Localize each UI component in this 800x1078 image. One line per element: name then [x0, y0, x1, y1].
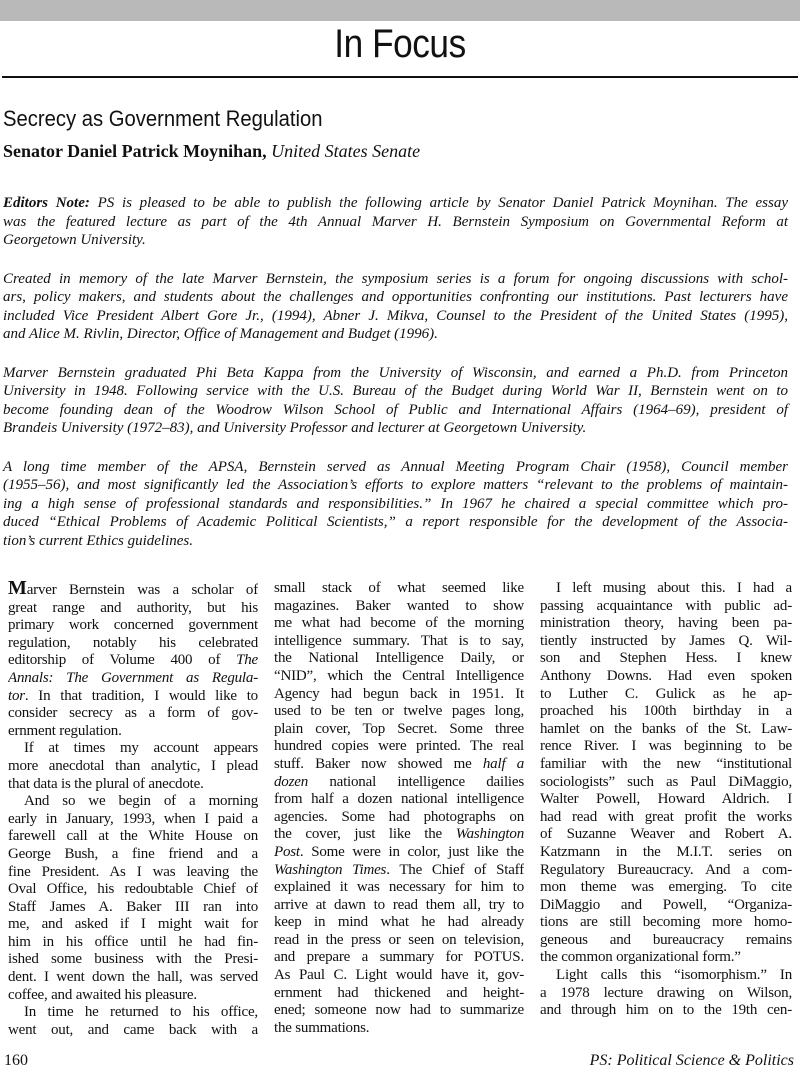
text-run: plain cover, Top Secret. Some three	[274, 720, 524, 737]
text-line	[8, 776, 258, 794]
text-line	[540, 668, 792, 686]
text-run: included Vice President Albert Gore Jr., (1994), Abner J. Mikva, Counsel to the President of the United States (1995),	[3, 307, 788, 324]
text-run: tion’s current Ethics guidelines.	[3, 532, 193, 549]
text-line	[3, 194, 788, 213]
header-rule	[2, 76, 798, 78]
text-run: arrive at dawn to read them all, try to	[274, 896, 524, 913]
text-run: keep in mind what he had already	[274, 914, 524, 931]
text-run: George Bush, a fine friend and a	[8, 845, 258, 862]
text-run: “NID”, which the Central Intelligence	[274, 667, 524, 684]
text-run: rence River. I was beginning to be	[540, 738, 792, 755]
text-line	[8, 723, 258, 741]
text-line	[274, 826, 524, 844]
text-line	[540, 967, 792, 985]
text-line	[540, 862, 792, 880]
text-line	[540, 1002, 792, 1020]
text-line	[8, 758, 258, 776]
text-line	[8, 864, 258, 882]
text-line	[3, 364, 788, 383]
text-line	[3, 288, 788, 307]
text-run: great range and authority, but his	[8, 599, 258, 616]
text-run: tiently instructed by James Q. Wil-	[540, 632, 792, 649]
text-run: ernment regulation.	[8, 722, 122, 739]
text-line	[274, 862, 524, 880]
intro-paragraph	[3, 458, 788, 551]
text-run: to Luther C. Gulick as he ap-	[540, 685, 792, 702]
intro-paragraph	[3, 364, 788, 438]
intro-paragraph	[3, 270, 788, 344]
text-line	[274, 650, 524, 668]
text-line	[3, 419, 788, 438]
italic-run: Post	[274, 843, 300, 860]
text-run: son and Stephen Hess. I knew	[540, 650, 792, 667]
text-line	[540, 791, 792, 809]
article-title: Secrecy as Government Regulation	[3, 106, 323, 131]
text-line	[8, 846, 258, 864]
text-line	[274, 633, 524, 651]
text-line	[3, 270, 788, 289]
text-line	[8, 670, 258, 688]
text-run: Light calls this “isomorphism.” In	[556, 967, 792, 984]
text-line	[8, 793, 258, 811]
author-name: Senator Daniel Patrick Moynihan,	[3, 141, 267, 161]
text-run: Brandeis University (1972–83), and University Professor and lecturer at Georgetown University.	[3, 420, 587, 436]
text-run: coffee, and awaited his pleasure.	[8, 986, 197, 1003]
text-line	[274, 967, 524, 985]
text-line	[8, 987, 258, 1005]
text-line	[274, 914, 524, 932]
text-run: PS is pleased to be able to publish the following article by Senator Daniel Patrick Moynihan. The essay	[97, 195, 788, 211]
text-line	[3, 231, 788, 250]
text-run: Staff James A. Baker III ran into	[8, 898, 258, 915]
text-run: me, and asked if I might wait for	[8, 916, 258, 933]
text-line	[540, 650, 792, 668]
text-run: ished some business with the Presi-	[8, 951, 258, 968]
text-line	[274, 615, 524, 633]
text-line	[274, 791, 524, 809]
text-line	[3, 401, 788, 420]
text-run: Regulatory Bureaucracy. And a com-	[540, 861, 792, 878]
text-line	[274, 756, 524, 774]
text-line	[540, 985, 792, 1003]
text-line	[274, 949, 524, 967]
text-run: passing acquaintance with public ad-	[540, 597, 792, 614]
text-line	[8, 916, 258, 934]
text-line	[3, 382, 788, 401]
italic-run: dozen	[274, 773, 308, 790]
text-line	[3, 495, 788, 514]
section-heading: In Focus	[334, 22, 466, 66]
text-run: familiar with the new “institutional	[540, 755, 792, 772]
text-line	[540, 774, 792, 792]
text-line	[274, 932, 524, 950]
text-run: me what had become of the morning	[274, 615, 524, 632]
intro-paragraph	[3, 194, 788, 250]
italic-run: Annals: The Government as Regula-	[8, 669, 258, 686]
text-line	[8, 580, 258, 600]
text-line	[3, 513, 788, 532]
body-column-3	[540, 580, 792, 1020]
text-run: In time he returned to his office,	[24, 1004, 258, 1021]
text-run: ministration theory, having been pa-	[540, 615, 792, 632]
text-line	[8, 652, 258, 670]
text-run: tions are still becoming more homo-	[540, 914, 792, 931]
text-run: mon theme was emerging. To cite	[540, 879, 792, 896]
italic-run: Washington Times	[274, 861, 387, 878]
text-run: magazines. Baker wanted to show	[274, 597, 524, 614]
text-run: was the featured lecture as part of the 4th Annual Marver H. Bernstein Symposium on Governmental Reform at	[3, 213, 788, 230]
text-run: agencies. Some had photographs on	[274, 808, 524, 825]
text-run: Walter Powell, Howard Aldrich. I	[540, 791, 792, 808]
text-line	[8, 811, 258, 829]
text-run: A long time member of the APSA, Bernstein served as Annual Meeting Program Chair (1958), Council member	[3, 458, 788, 475]
text-run: . In that tradition, I would like to	[24, 687, 258, 704]
text-run: Agency had begun back in 1951. It	[274, 685, 524, 702]
text-line	[540, 633, 792, 651]
text-run: become founding dean of the Woodrow Wilson School of Public and International Affairs (1964–69), president of	[3, 401, 788, 418]
page-number: 160	[4, 1052, 28, 1069]
text-line	[8, 899, 258, 917]
text-line	[274, 844, 524, 862]
text-line	[540, 844, 792, 862]
text-line	[8, 740, 258, 758]
text-run: ars, policy makers, and students about the challenges and opportunities confronting our institutions. Past lecturers have	[3, 289, 788, 305]
author-affiliation: United States Senate	[271, 141, 421, 161]
text-line	[540, 615, 792, 633]
text-run: Created in memory of the late Marver Bernstein, the symposium series is a forum for ongoing discussions with schol-	[3, 270, 788, 287]
text-run: and prepare a summary for POTUS.	[274, 949, 524, 966]
text-run: from half a dozen national intelligence	[274, 791, 524, 808]
text-run: read in the press or seen on television,	[274, 931, 524, 948]
text-line	[274, 668, 524, 686]
body-column-1	[8, 580, 258, 1039]
text-run: Marver Bernstein graduated Phi Beta Kappa from the University of Wisconsin, and earned a Ph.D. from Princeton	[3, 364, 788, 381]
text-run: national intelligence dailies	[308, 773, 524, 790]
text-line	[540, 756, 792, 774]
text-line	[8, 828, 258, 846]
journal-name: PS: Political Science & Politics	[589, 1052, 794, 1069]
text-run: stuff. Baker now showed me	[274, 755, 483, 772]
text-line	[274, 703, 524, 721]
text-run: the summations.	[274, 1019, 370, 1036]
text-run: fine President. As I was leaving the	[8, 863, 258, 880]
text-run: Anthony Downs. Had even spoken	[540, 667, 792, 684]
text-line	[3, 307, 788, 326]
text-run: intelligence summary. That is to say,	[274, 632, 524, 649]
text-line	[274, 598, 524, 616]
text-run: hundred copies were printed. The real	[274, 738, 524, 755]
text-run: farewell call at the White House on	[8, 828, 258, 845]
text-line	[8, 1004, 258, 1022]
text-run: regulation, notably his celebrated	[8, 634, 258, 651]
text-line	[274, 1002, 524, 1020]
text-run: . The Chief of Staff	[386, 861, 524, 878]
header-band	[0, 0, 800, 21]
italic-run: tor	[8, 687, 25, 704]
text-run: editorship of Volume 400 of	[8, 652, 237, 669]
text-run: consider secrecy as a form of gov-	[8, 705, 258, 722]
text-line	[274, 897, 524, 915]
text-run: him in his office until he had fin-	[8, 933, 258, 950]
text-run: . Some were in color, just like the	[299, 843, 524, 860]
text-run: explained it was necessary for him to	[274, 879, 524, 896]
body-column-2	[274, 580, 524, 1037]
text-run: ernment had thickened and height-	[274, 984, 524, 1001]
text-run: and through him on to the 19th cen-	[540, 1002, 792, 1019]
text-line	[540, 879, 792, 897]
text-line	[8, 688, 258, 706]
text-run: proached his 100th birthday in a	[540, 703, 792, 720]
text-line	[3, 476, 788, 495]
text-line	[3, 325, 788, 344]
text-run: and Alice M. Rivlin, Director, Office of Management and Budget (1996).	[3, 326, 438, 342]
text-run: the common organizational form.”	[540, 949, 741, 966]
text-run: that data is the plural of anecdote.	[8, 775, 204, 792]
text-run: University in 1948. Following service with the U.S. Bureau of the Budget during World War II, Bernstein went on to	[3, 383, 788, 399]
text-run: more anecdotal than analytic, I plead	[8, 757, 258, 774]
text-line	[8, 934, 258, 952]
text-run: geneous and bureaucracy remains	[540, 931, 792, 948]
text-run: Oval Office, his redoubtable Chief of	[8, 881, 258, 898]
text-line	[540, 738, 792, 756]
text-line	[3, 458, 788, 477]
text-run: went out, and came back with a	[8, 1021, 258, 1038]
text-line	[8, 951, 258, 969]
text-run: And so we begin of a morning	[24, 793, 258, 810]
drop-cap: M	[8, 580, 27, 599]
text-run: the National Intelligence Daily, or	[274, 650, 524, 667]
text-run: used to be ten or twelve pages long,	[274, 703, 524, 720]
text-line	[274, 580, 524, 598]
text-line	[274, 879, 524, 897]
text-line	[274, 738, 524, 756]
italic-run: Washington	[455, 826, 524, 843]
text-run: ened; someone now had to summarize	[274, 1002, 524, 1019]
text-line	[274, 721, 524, 739]
text-line	[8, 705, 258, 723]
text-line	[540, 914, 792, 932]
text-line	[8, 969, 258, 987]
text-run: primary work concerned government	[8, 617, 258, 634]
text-run: dent. I went down the hall, was served	[8, 969, 258, 986]
text-line	[274, 985, 524, 1003]
text-line	[3, 213, 788, 232]
text-line	[540, 826, 792, 844]
text-line	[8, 881, 258, 899]
text-line	[540, 897, 792, 915]
editors-note	[3, 194, 788, 550]
text-line	[8, 1022, 258, 1040]
text-run: I left musing about this. I had a	[556, 580, 792, 596]
text-run: early in January, 1993, when I paid a	[8, 810, 258, 827]
text-line	[8, 600, 258, 618]
text-line	[8, 617, 258, 635]
text-line	[274, 809, 524, 827]
text-line	[8, 635, 258, 653]
italic-run: The	[236, 652, 258, 669]
text-run: a 1978 lecture drawing on Wilson,	[540, 984, 792, 1001]
text-run: ing a high sense of professional standards and responsibilities.” In 1967 he chaired a special committee which pro-	[3, 495, 788, 512]
text-run: of Suzanne Weaver and Robert A.	[540, 826, 792, 843]
text-line	[274, 774, 524, 792]
text-run: had read with great profit the works	[540, 808, 792, 825]
text-run: sociologists” such as Paul DiMaggio,	[540, 773, 792, 790]
byline	[3, 141, 420, 162]
text-line	[540, 721, 792, 739]
text-line	[540, 949, 792, 967]
text-line	[540, 703, 792, 721]
italic-run: half a	[482, 755, 524, 772]
text-run: (1955–56), and most significantly led the Association’s efforts to explore matters “relevant to the problems of maintain-	[3, 477, 788, 493]
text-run: hamlet on the banks of the St. Law-	[540, 720, 792, 737]
text-line	[274, 1020, 524, 1038]
bold-run: Editors Note:	[3, 195, 98, 211]
text-line	[540, 932, 792, 950]
text-run: duced “Ethical Problems of Academic Political Scientists,” a report responsible for the development of the Associa-	[3, 514, 788, 530]
text-run: If at times my account appears	[24, 740, 258, 757]
text-run: arver Bernstein was a scholar of	[26, 582, 258, 598]
text-run: As Paul C. Light would have it, gov-	[274, 967, 524, 984]
text-line	[540, 598, 792, 616]
text-line	[540, 809, 792, 827]
text-line	[3, 532, 788, 551]
text-line	[540, 580, 792, 598]
text-run: Katzmann in the M.I.T. series on	[540, 843, 792, 860]
text-run: the cover, just like the	[274, 826, 456, 843]
text-run: DiMaggio and Powell, “Organiza-	[540, 896, 792, 913]
text-line	[274, 686, 524, 704]
text-run: small stack of what seemed like	[274, 580, 524, 596]
text-line	[540, 686, 792, 704]
text-run: Georgetown University.	[3, 232, 146, 248]
